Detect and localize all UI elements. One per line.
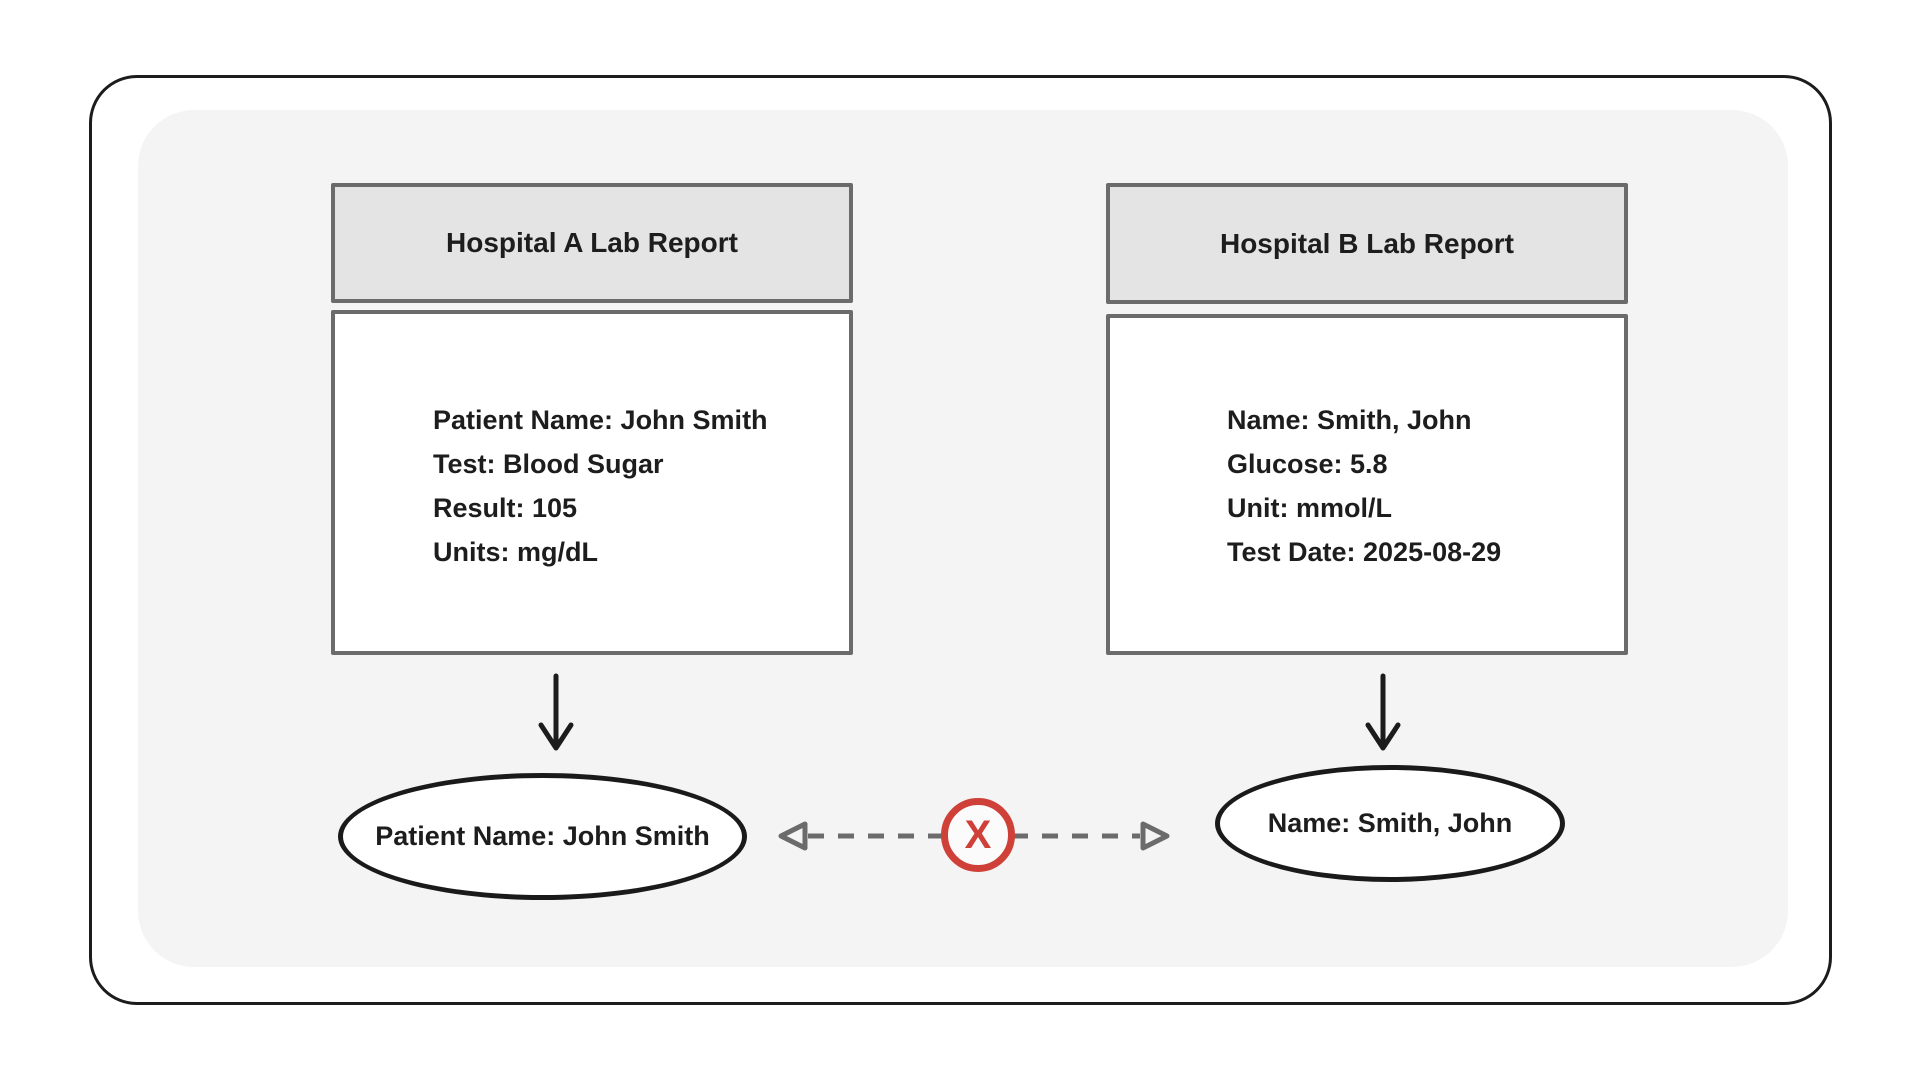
hospital-a-card-header (331, 183, 853, 303)
extracted-field-a-ellipse (338, 773, 747, 900)
hospital-a-card-body (331, 310, 853, 655)
mismatch-x-icon (941, 798, 1015, 872)
down-arrow-left-icon (534, 668, 578, 758)
extracted-field-a-label: Patient Name: John Smith (375, 821, 710, 851)
hospital-b-field-unit: Unit: mmol/L (1227, 493, 1392, 523)
hospital-b-field-name: Name: Smith, John (1227, 405, 1472, 435)
extracted-field-b-label: Name: Smith, John (1267, 808, 1513, 838)
hospital-b-field-test-date: Test Date: 2025-08-29 (1227, 537, 1502, 567)
hospital-a-field-result: Result: 105 (433, 493, 578, 523)
hospital-a-field-patient-name: Patient Name: John Smith (433, 405, 768, 435)
down-arrow-right-icon (1361, 668, 1405, 758)
hospital-b-card-header (1106, 183, 1628, 304)
hospital-a-card-title: Hospital A Lab Report (446, 227, 738, 258)
extracted-field-b-ellipse (1215, 765, 1565, 882)
hospital-b-field-glucose: Glucose: 5.8 (1227, 449, 1388, 479)
hospital-a-field-test: Test: Blood Sugar (433, 449, 664, 479)
hospital-a-field-units: Units: mg/dL (433, 537, 598, 567)
mismatch-x-label: X (964, 812, 992, 857)
hospital-b-card-title: Hospital B Lab Report (1219, 227, 1514, 259)
hospital-b-card-body (1106, 314, 1628, 655)
